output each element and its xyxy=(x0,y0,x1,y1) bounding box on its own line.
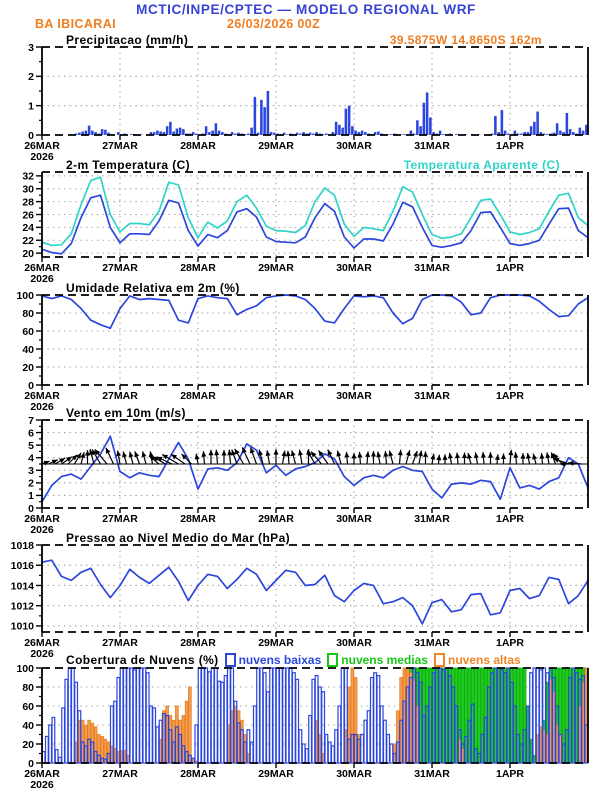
svg-text:0: 0 xyxy=(28,757,34,770)
svg-text:1014: 1014 xyxy=(10,580,34,593)
svg-text:1APR: 1APR xyxy=(495,390,525,402)
svg-text:2: 2 xyxy=(28,71,34,84)
svg-text:28: 28 xyxy=(22,196,34,209)
svg-text:27MAR: 27MAR xyxy=(102,513,138,525)
svg-text:31MAR: 31MAR xyxy=(414,513,450,525)
svg-text:30: 30 xyxy=(22,183,34,196)
svg-text:28MAR: 28MAR xyxy=(180,513,216,525)
temperature-title: 2-m Temperatura (C) xyxy=(66,158,191,172)
svg-text:26MAR: 26MAR xyxy=(24,637,60,649)
svg-text:1APR: 1APR xyxy=(495,513,525,525)
svg-text:1: 1 xyxy=(28,100,34,113)
svg-text:100: 100 xyxy=(16,662,34,675)
svg-text:40: 40 xyxy=(22,343,34,356)
svg-text:26MAR: 26MAR xyxy=(24,262,60,274)
svg-text:2026: 2026 xyxy=(30,648,54,660)
svg-text:22: 22 xyxy=(22,235,34,248)
legend-nuvens-baixas xyxy=(225,653,322,667)
svg-text:28MAR: 28MAR xyxy=(180,140,216,152)
legend-label: nuvens medias xyxy=(341,653,428,667)
cloud-cover-title: Cobertura de Nuvens (%) xyxy=(66,653,219,667)
low-clouds-swatch-icon xyxy=(225,653,236,667)
svg-text:30MAR: 30MAR xyxy=(336,140,372,152)
svg-text:2026: 2026 xyxy=(30,401,54,413)
svg-text:30MAR: 30MAR xyxy=(336,262,372,274)
legend-label: nuvens baixas xyxy=(238,653,322,667)
svg-text:29MAR: 29MAR xyxy=(258,390,294,402)
svg-text:4: 4 xyxy=(28,452,34,465)
svg-text:20: 20 xyxy=(22,361,34,374)
svg-text:1018: 1018 xyxy=(10,539,34,552)
svg-text:6: 6 xyxy=(28,427,34,440)
svg-text:60: 60 xyxy=(22,700,34,713)
svg-text:20: 20 xyxy=(22,247,34,260)
precipitation-title: Precipitacao (mm/h) xyxy=(66,33,189,47)
cloud-cover-header xyxy=(66,653,521,667)
legend-nuvens-altas xyxy=(434,653,521,667)
svg-text:27MAR: 27MAR xyxy=(102,390,138,402)
svg-text:1016: 1016 xyxy=(10,560,34,573)
svg-text:1APR: 1APR xyxy=(495,262,525,274)
svg-text:26MAR: 26MAR xyxy=(24,513,60,525)
mid-clouds-swatch-icon xyxy=(327,653,338,667)
svg-text:1010: 1010 xyxy=(10,620,34,633)
model-run-datetime: 26/03/2026 00Z xyxy=(227,17,321,31)
legend-label: nuvens altas xyxy=(447,653,521,667)
apparent-temperature-title: Temperatura Aparente (C) xyxy=(403,158,560,172)
svg-text:30MAR: 30MAR xyxy=(336,513,372,525)
svg-text:2026: 2026 xyxy=(30,779,54,791)
precipitation-chart xyxy=(0,41,612,165)
svg-text:28MAR: 28MAR xyxy=(180,390,216,402)
svg-text:29MAR: 29MAR xyxy=(258,262,294,274)
svg-text:24: 24 xyxy=(22,222,34,235)
svg-text:30MAR: 30MAR xyxy=(336,768,372,780)
svg-text:1APR: 1APR xyxy=(495,768,525,780)
svg-text:60: 60 xyxy=(22,325,34,338)
svg-text:26: 26 xyxy=(22,209,34,222)
wind-chart xyxy=(0,414,612,538)
svg-text:27MAR: 27MAR xyxy=(102,637,138,649)
svg-text:40: 40 xyxy=(22,719,34,732)
svg-text:2026: 2026 xyxy=(30,524,54,536)
svg-text:29MAR: 29MAR xyxy=(258,637,294,649)
humidity-chart xyxy=(0,289,612,415)
station-coordinates: 39.5875W 14.8650S 162m xyxy=(389,33,542,47)
svg-text:26MAR: 26MAR xyxy=(24,768,60,780)
svg-text:29MAR: 29MAR xyxy=(258,768,294,780)
svg-text:5: 5 xyxy=(28,439,34,452)
svg-text:0: 0 xyxy=(28,502,34,515)
svg-text:28MAR: 28MAR xyxy=(180,637,216,649)
svg-text:100: 100 xyxy=(16,289,34,302)
svg-text:2026: 2026 xyxy=(30,151,54,163)
svg-text:30MAR: 30MAR xyxy=(336,637,372,649)
wind-title: Vento em 10m (m/s) xyxy=(66,406,186,420)
svg-text:28MAR: 28MAR xyxy=(180,768,216,780)
svg-text:0: 0 xyxy=(28,379,34,392)
svg-text:1: 1 xyxy=(28,490,34,503)
svg-text:27MAR: 27MAR xyxy=(102,140,138,152)
svg-text:3: 3 xyxy=(28,41,34,54)
high-clouds-swatch-icon xyxy=(434,653,445,667)
svg-text:20: 20 xyxy=(22,738,34,751)
svg-text:27MAR: 27MAR xyxy=(102,262,138,274)
svg-text:2026: 2026 xyxy=(30,273,54,285)
svg-text:1APR: 1APR xyxy=(495,637,525,649)
svg-text:32: 32 xyxy=(22,170,34,183)
svg-text:80: 80 xyxy=(22,307,34,320)
svg-text:0: 0 xyxy=(28,129,34,142)
pressure-title: Pressao ao Nivel Medio do Mar (hPa) xyxy=(66,531,291,545)
cloud-cover-chart xyxy=(0,662,612,792)
svg-text:29MAR: 29MAR xyxy=(258,140,294,152)
svg-text:31MAR: 31MAR xyxy=(414,768,450,780)
svg-text:7: 7 xyxy=(28,414,34,427)
legend-nuvens-medias xyxy=(327,653,428,667)
pressure-chart xyxy=(0,539,612,662)
svg-text:1APR: 1APR xyxy=(495,140,525,152)
svg-text:31MAR: 31MAR xyxy=(414,262,450,274)
svg-text:27MAR: 27MAR xyxy=(102,768,138,780)
svg-text:3: 3 xyxy=(28,465,34,478)
humidity-title: Umidade Relativa em 2m (%) xyxy=(66,281,240,295)
svg-text:26MAR: 26MAR xyxy=(24,140,60,152)
svg-text:31MAR: 31MAR xyxy=(414,390,450,402)
station-name: BA IBICARAI xyxy=(35,17,117,31)
svg-text:26MAR: 26MAR xyxy=(24,390,60,402)
page-title: MCTIC/INPE/CPTEC — MODELO REGIONAL WRF xyxy=(136,2,476,17)
svg-text:29MAR: 29MAR xyxy=(258,513,294,525)
svg-text:2: 2 xyxy=(28,477,34,490)
svg-text:31MAR: 31MAR xyxy=(414,140,450,152)
svg-text:28MAR: 28MAR xyxy=(180,262,216,274)
svg-text:31MAR: 31MAR xyxy=(414,637,450,649)
svg-text:30MAR: 30MAR xyxy=(336,390,372,402)
svg-text:80: 80 xyxy=(22,681,34,694)
svg-text:1012: 1012 xyxy=(10,600,34,613)
temperature-chart xyxy=(0,172,612,287)
